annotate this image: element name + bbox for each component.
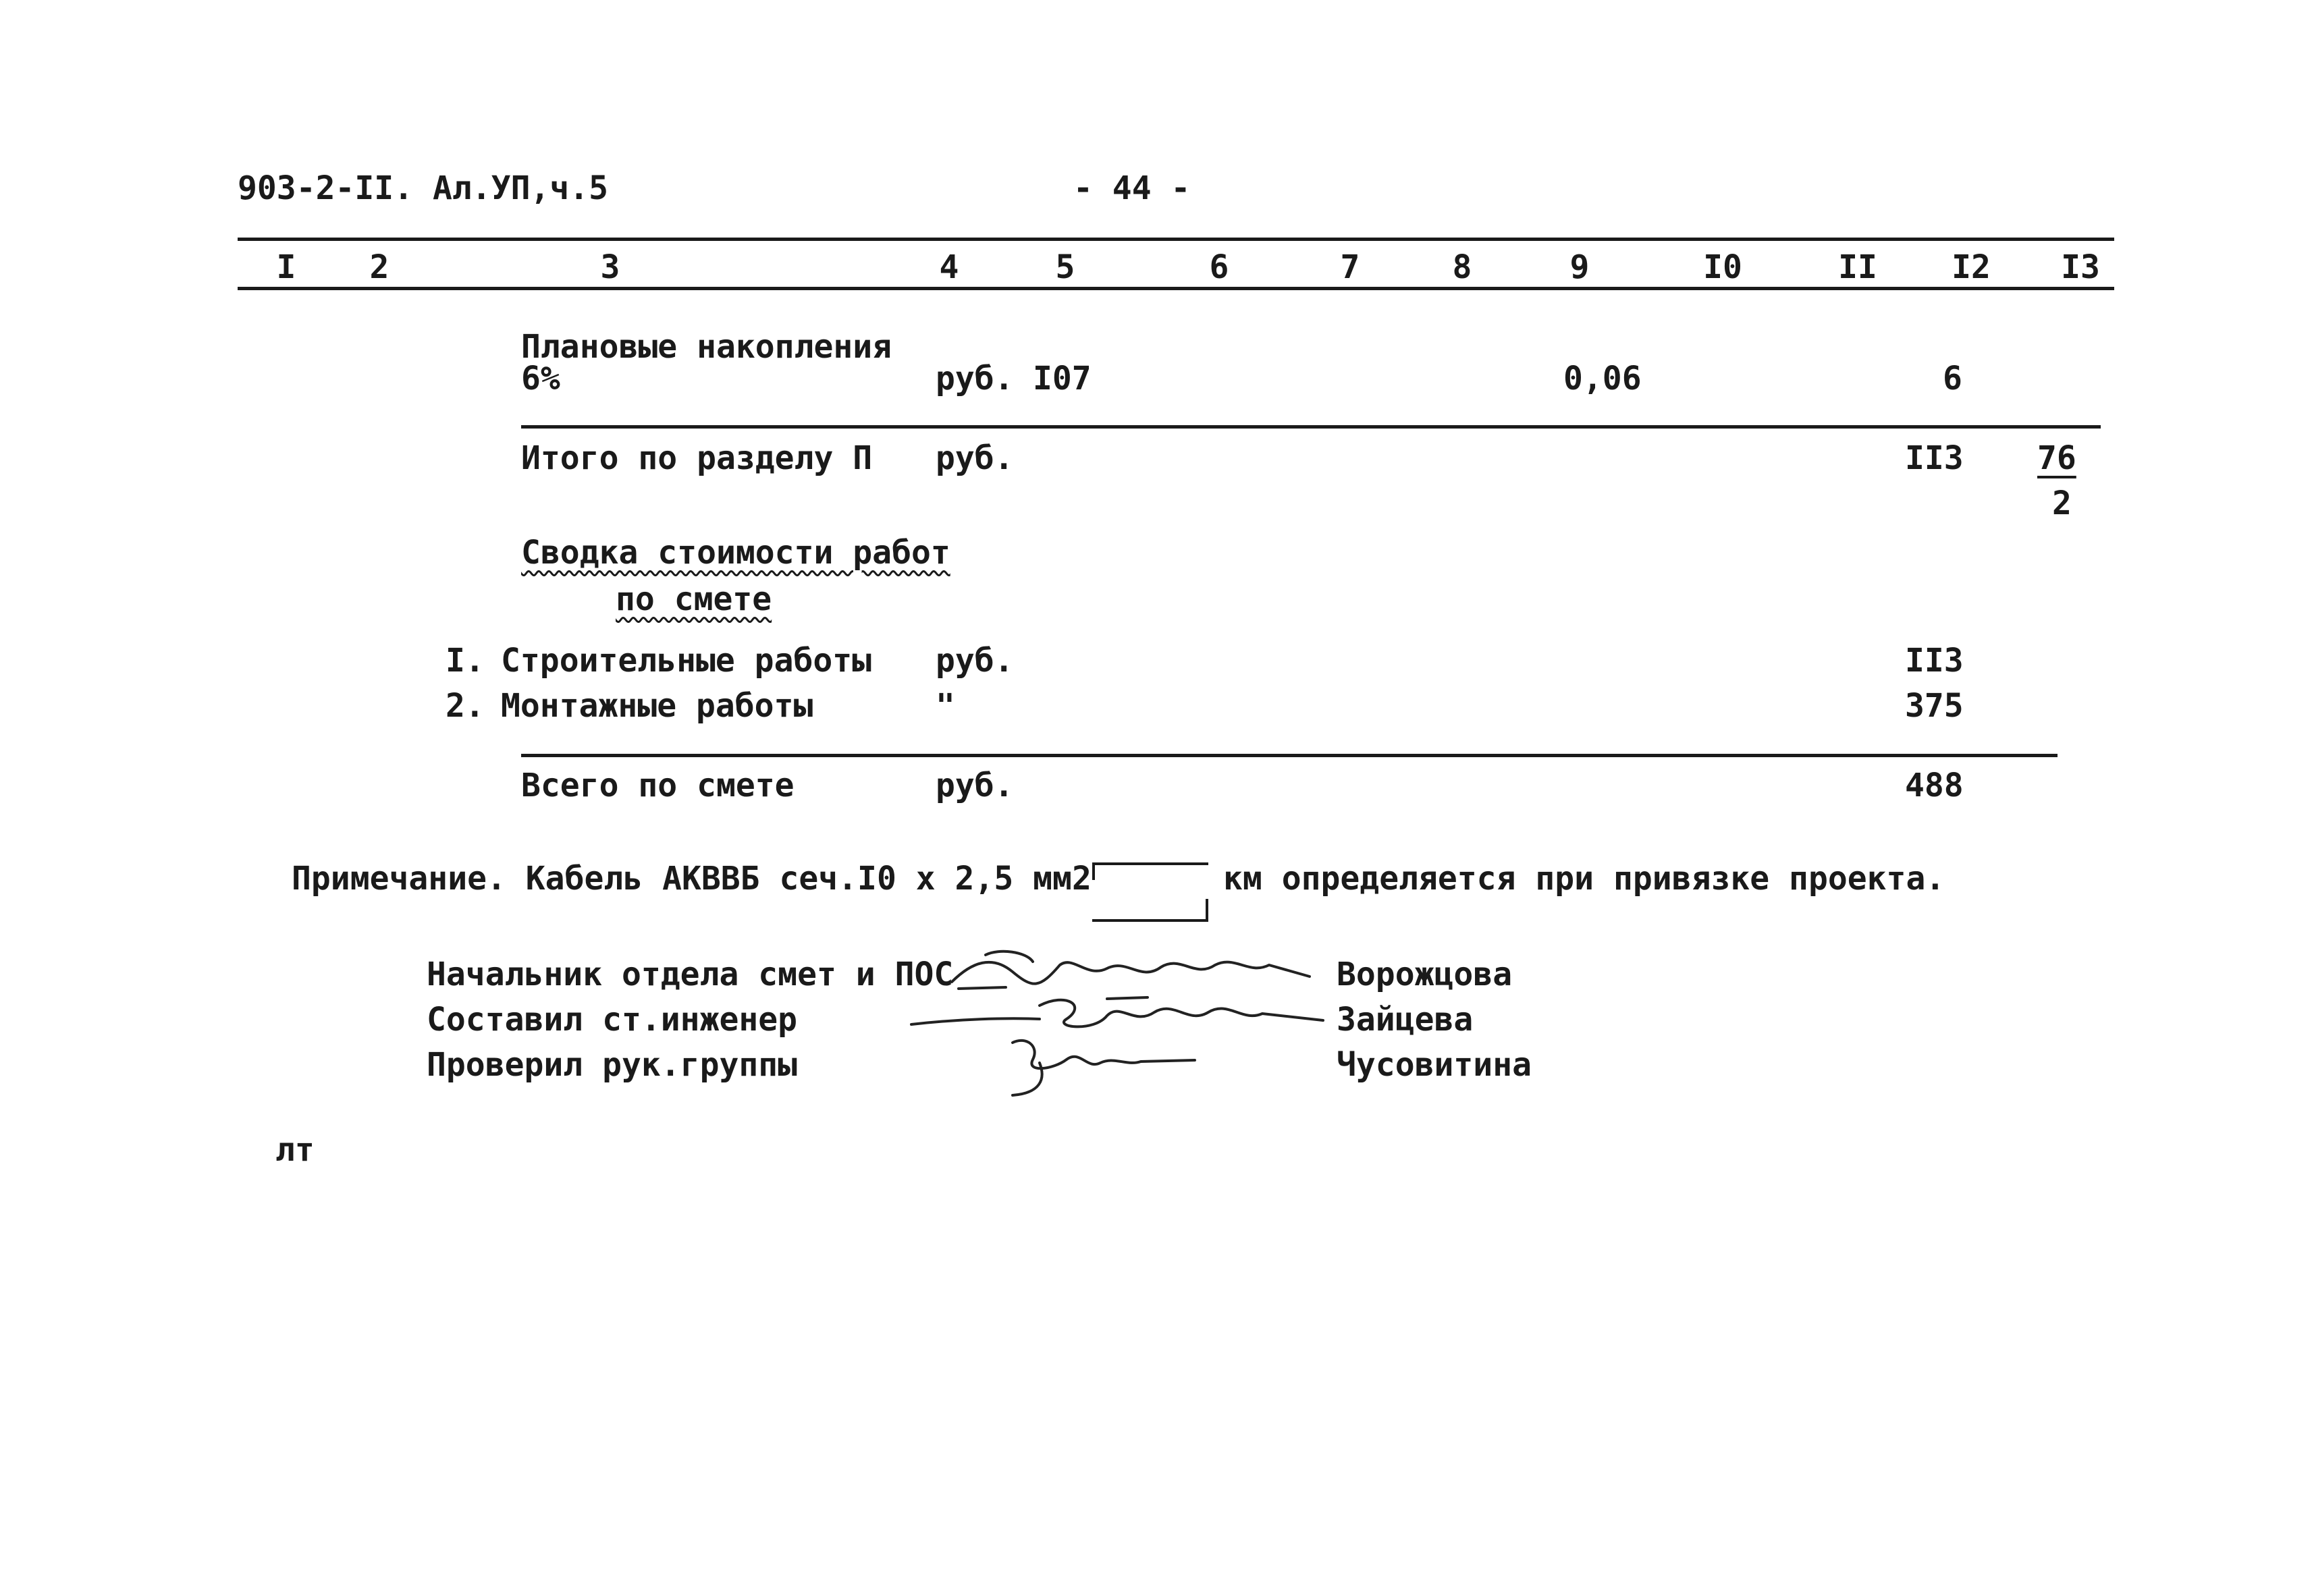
column-number: II xyxy=(1838,248,1877,286)
footer-mark: лт xyxy=(275,1131,315,1169)
column-number: 3 xyxy=(600,248,620,286)
handwritten-signature-3 xyxy=(999,1029,1215,1103)
planned-savings-name-line2: 6% xyxy=(521,360,560,397)
column-number: 9 xyxy=(1569,248,1590,286)
section-total-name: Итого по разделу П xyxy=(521,439,873,477)
summary-row-name: Монтажные работы xyxy=(501,687,813,725)
planned-savings-col9: 0,06 xyxy=(1563,360,1642,397)
table-top-rule xyxy=(238,238,2114,241)
signature-role: Проверил рук.группы xyxy=(427,1046,798,1084)
column-number: I3 xyxy=(2061,248,2100,286)
section-rule xyxy=(521,425,2101,429)
summary-row-unit: " xyxy=(936,687,955,725)
summary-heading-line1: Сводка стоимости работ xyxy=(521,534,950,572)
planned-savings-name-line1: Плановые накопления xyxy=(521,328,892,366)
column-number: I xyxy=(276,248,296,286)
summary-total-rule xyxy=(521,754,2058,757)
note-text-start: Примечание. Кабель АКВВБ сеч.I0 х 2,5 мм2 xyxy=(292,860,1092,898)
section-total-col13-top: 76 xyxy=(2037,439,2076,477)
section-total-col12: II3 xyxy=(1905,439,1964,477)
summary-heading-line2: по смете xyxy=(616,580,772,618)
table-header-bottom-rule xyxy=(238,287,2114,290)
summary-row-col12: II3 xyxy=(1905,642,1964,680)
column-number: 4 xyxy=(939,248,959,286)
signature-role: Составил ст.инженер xyxy=(427,1001,798,1039)
note-text-end: км определяется при привязке проекта. xyxy=(1223,860,1945,898)
column-number: 7 xyxy=(1340,248,1360,286)
signature-role: Начальник отдела смет и ПОС xyxy=(427,956,954,993)
page-number: - 44 - xyxy=(1073,169,1191,207)
grand-total-unit: руб. xyxy=(936,767,1014,804)
summary-row-number: 2. xyxy=(446,687,485,725)
column-number: 2 xyxy=(369,248,389,286)
note-blank-box xyxy=(1092,862,1208,922)
planned-savings-col5: I07 xyxy=(1033,360,1092,397)
signature-name: Чусовитина xyxy=(1337,1046,1532,1084)
summary-row-name: Строительные работы xyxy=(501,642,872,680)
column-number: 8 xyxy=(1452,248,1472,286)
column-number: 5 xyxy=(1055,248,1075,286)
summary-row-col12: 375 xyxy=(1905,687,1964,725)
section-total-col13-bottom: 2 xyxy=(2052,485,2072,522)
column-number: I0 xyxy=(1703,248,1742,286)
planned-savings-unit: руб. xyxy=(936,360,1014,397)
section-total-unit: руб. xyxy=(936,439,1014,477)
summary-row-number: I. xyxy=(446,642,485,680)
column-number: I2 xyxy=(1952,248,1991,286)
planned-savings-col12: 6 xyxy=(1943,360,1962,397)
grand-total-name: Всего по смете xyxy=(521,767,795,804)
signature-name: Ворожцова xyxy=(1337,956,1513,993)
summary-row-unit: руб. xyxy=(936,642,1014,680)
column-number: 6 xyxy=(1209,248,1229,286)
document-code: 903-2-II. Ал.УП,ч.5 xyxy=(238,169,609,207)
grand-total-col12: 488 xyxy=(1905,767,1964,804)
signature-name: Зайцева xyxy=(1337,1001,1474,1039)
